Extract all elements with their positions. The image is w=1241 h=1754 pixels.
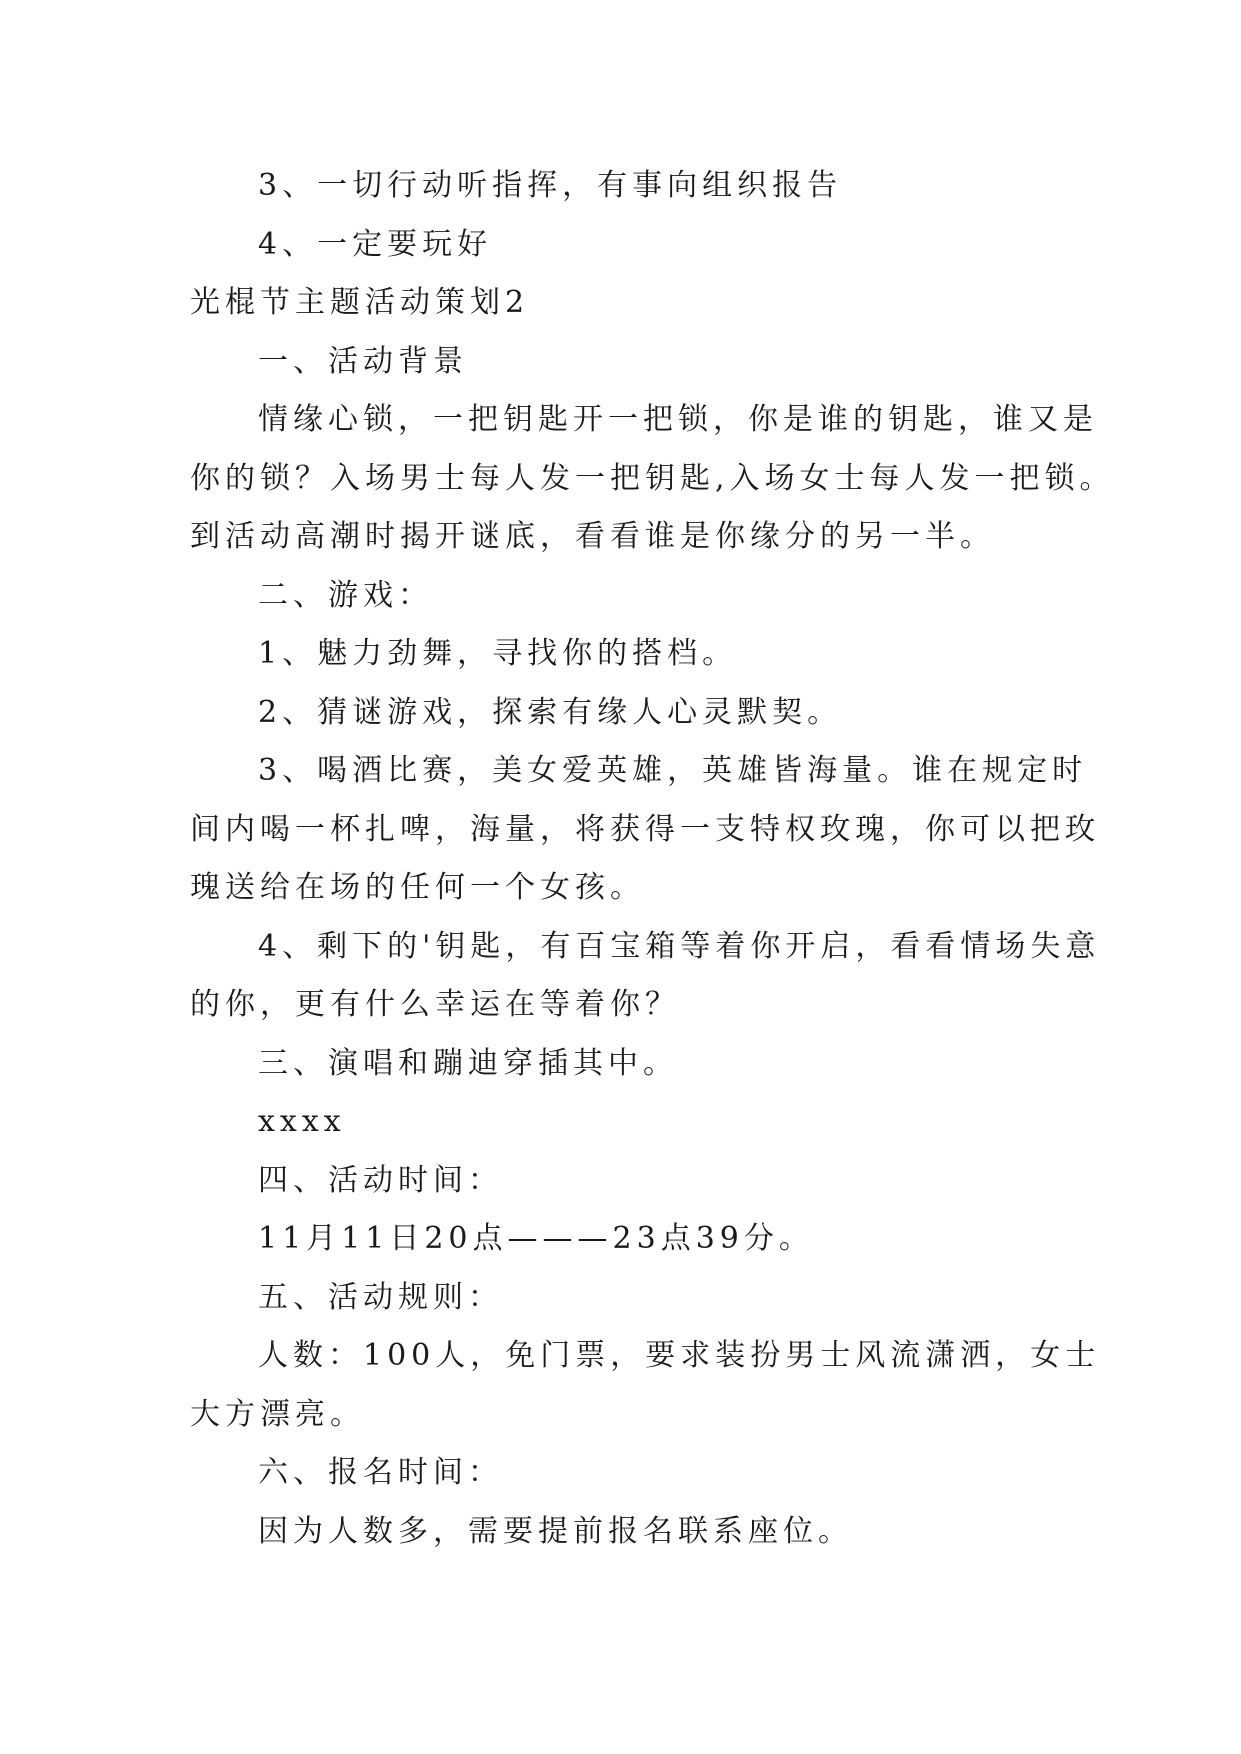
list-item-rule-4: 4、一定要玩好 bbox=[258, 227, 493, 262]
rules-line-2: 大方漂亮。 bbox=[190, 1397, 365, 1432]
list-item-game-4-line-2: 的你，更有什么幸运在等着你？ bbox=[190, 987, 680, 1022]
list-item-game-1: 1、魅力劲舞，寻找你的搭档。 bbox=[258, 636, 738, 671]
placeholder-text: xxxx bbox=[258, 1104, 346, 1139]
section-title: 光棍节主题活动策划2 bbox=[190, 285, 530, 320]
paragraph-background-line-3: 到活动高潮时揭开谜底，看看谁是你缘分的另一半。 bbox=[190, 519, 995, 554]
list-item-game-3-line-2: 间内喝一杯扎啤，海量，将获得一支特权玫瑰，你可以把玫 bbox=[190, 812, 1100, 847]
paragraph-background-line-2: 你的锁？入场男士每人发一把钥匙,入场女士每人发一把锁。 bbox=[190, 461, 1115, 496]
heading-rules: 五、活动规则： bbox=[258, 1280, 503, 1315]
list-item-game-4-line-1: 4、剩下的'钥匙，有百宝箱等着你开启，看看情场失意 bbox=[258, 929, 1101, 964]
heading-registration: 六、报名时间： bbox=[258, 1455, 503, 1490]
list-item-game-2: 2、猜谜游戏，探索有缘人心灵默契。 bbox=[258, 695, 843, 730]
list-item-game-3-line-3: 瑰送给在场的任何一个女孩。 bbox=[190, 870, 645, 905]
rules-line-1: 人数：100人，免门票，要求装扮男士风流潇洒，女士 bbox=[258, 1338, 1101, 1373]
heading-performance: 三、演唱和蹦迪穿插其中。 bbox=[258, 1046, 678, 1081]
list-item-game-3-line-1: 3、喝酒比赛，美女爱英雄，英雄皆海量。谁在规定时 bbox=[258, 753, 1088, 788]
heading-time: 四、活动时间： bbox=[258, 1163, 503, 1198]
heading-games: 二、游戏： bbox=[258, 578, 433, 613]
registration-text: 因为人数多，需要提前报名联系座位。 bbox=[258, 1514, 853, 1549]
paragraph-background-line-1: 情缘心锁，一把钥匙开一把锁，你是谁的钥匙，谁又是 bbox=[258, 402, 1098, 437]
list-item-rule-3: 3、一切行动听指挥，有事向组织报告 bbox=[258, 168, 843, 203]
heading-background: 一、活动背景 bbox=[258, 344, 468, 379]
event-time: 11月11日20点———23点39分。 bbox=[258, 1221, 814, 1256]
